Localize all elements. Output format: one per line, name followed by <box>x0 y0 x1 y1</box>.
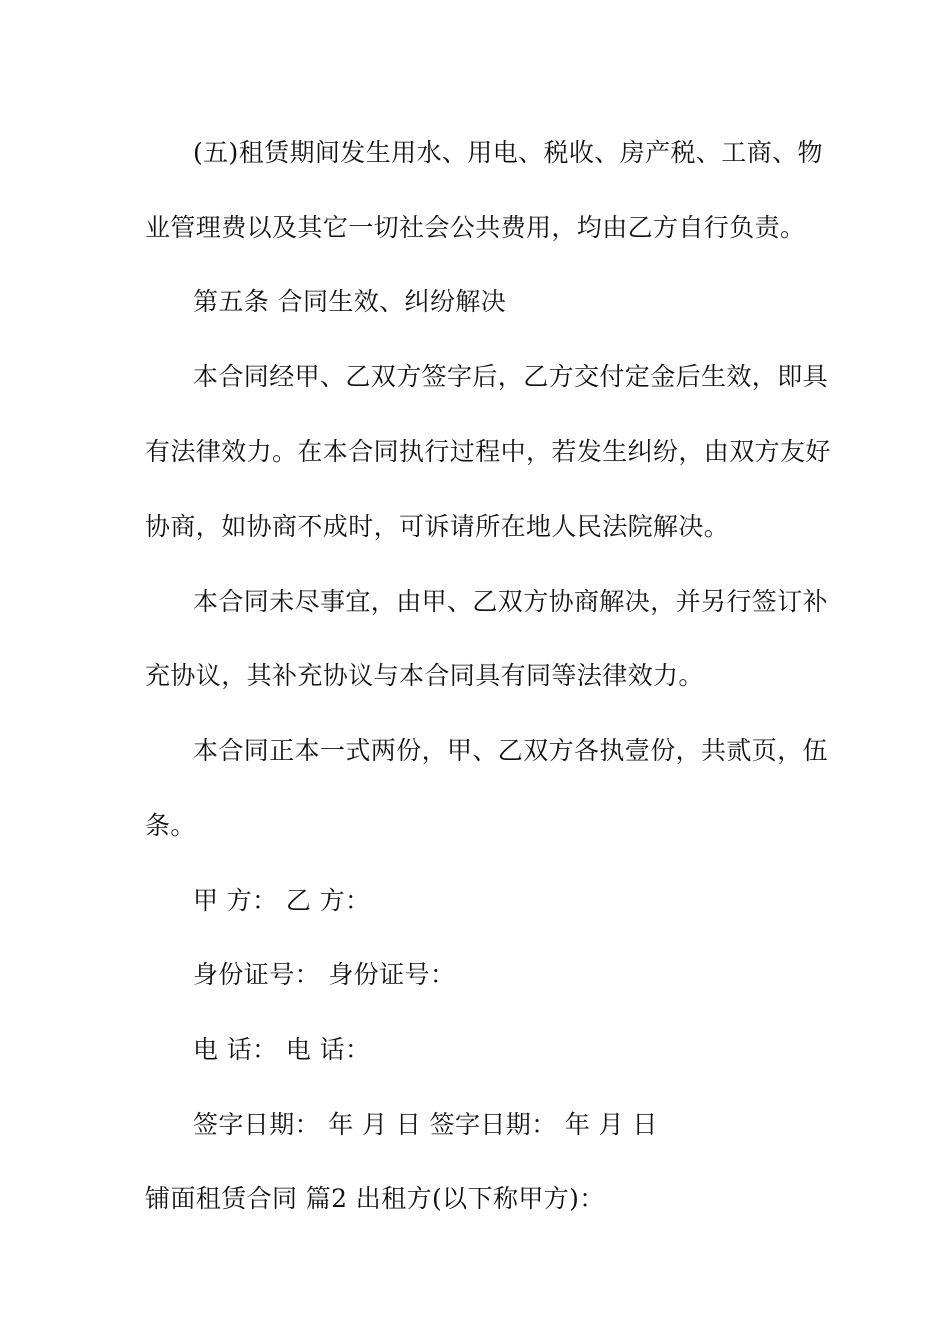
paragraph-supplement-line-1: 本合同未尽事宜，由甲、乙双方协商解决，并另行签订补 <box>193 587 829 616</box>
paragraph-supplement-line-2: 充协议，其补充协议与本合同具有同等法律效力。 <box>145 661 704 690</box>
paragraph-fees-line-2: 业管理费以及其它一切社会公共费用，均由乙方自行负责。 <box>145 213 806 242</box>
signature-party-line: 甲 方： 乙 方： <box>193 886 371 915</box>
article-five-heading: 第五条 合同生效、纠纷解决 <box>193 287 507 316</box>
signature-phone-line: 电 话： 电 话： <box>193 1035 371 1064</box>
paragraph-effect-line-1: 本合同经甲、乙双方签字后，乙方交付定金后生效，即具 <box>193 362 829 391</box>
next-contract-heading: 铺面租赁合同 篇2 出租方(以下称甲方)： <box>145 1184 605 1213</box>
paragraph-copies-line-1: 本合同正本一式两份，甲、乙双方各执壹份，共贰页，伍 <box>193 736 829 765</box>
paragraph-effect-line-3: 协商，如协商不成时，可诉请所在地人民法院解决。 <box>145 512 730 541</box>
signature-date-line: 签字日期： 年 月 日 签字日期： 年 月 日 <box>193 1110 658 1139</box>
paragraph-effect-line-2: 有法律效力。在本合同执行过程中，若发生纠纷，由双方友好 <box>145 437 831 466</box>
paragraph-fees-line-1: (五)租赁期间发生用水、用电、税收、房产税、工商、物 <box>193 138 823 167</box>
paragraph-copies-line-2: 条。 <box>145 811 196 840</box>
signature-id-line: 身份证号： 身份证号： <box>193 960 456 989</box>
